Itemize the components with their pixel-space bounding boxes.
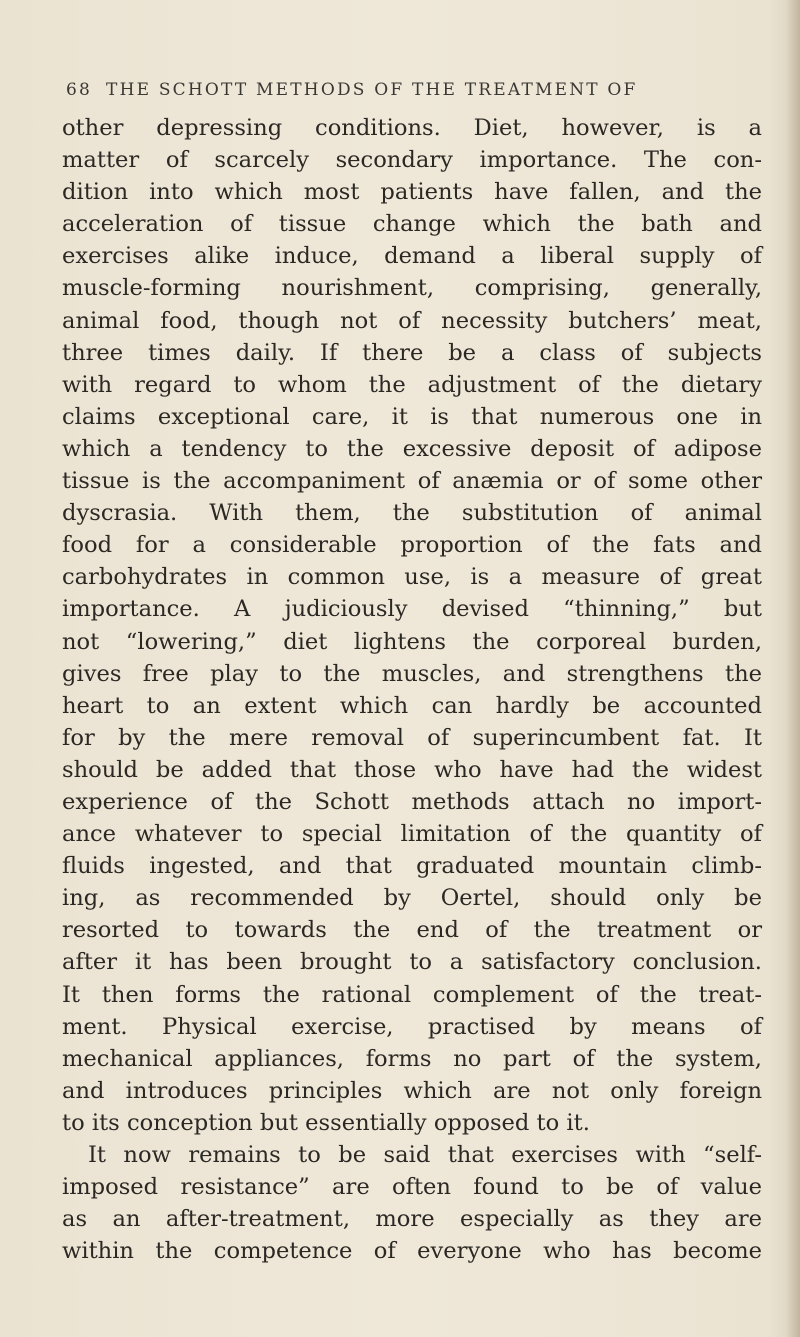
text-line: resorted to towards the end of the treatment or (62, 917, 762, 944)
text-line: imposed resistance” are often found to be of value (62, 1174, 762, 1201)
running-title: THE SCHOTT METHODS OF THE TREATMENT OF (106, 80, 638, 100)
text-line: fluids ingested, and that graduated mountain climb- (62, 853, 762, 880)
text-line: gives free play to the muscles, and strengthens the (62, 660, 762, 687)
text-line: which a tendency to the excessive deposit of adipose (62, 435, 762, 462)
page-number: 68 (66, 80, 93, 100)
text-line: as an after-treatment, more especially as they are (62, 1206, 762, 1233)
text-line: three times daily. If there be a class of subjects (62, 339, 762, 366)
text-line: acceleration of tissue change which the bath and (62, 211, 762, 238)
text-line: should be added that those who have had the widest (62, 756, 762, 783)
text-line: matter of scarcely secondary importance. The con- (62, 147, 762, 174)
text-line: and introduces principles which are not only foreign (62, 1077, 762, 1104)
text-line: within the competence of everyone who has become (62, 1238, 762, 1265)
text-line: ance whatever to special limitation of the quantity of (62, 821, 762, 848)
text-line: heart to an extent which can hardly be accounted (62, 692, 762, 719)
running-header (66, 80, 746, 100)
text-line: exercises alike induce, demand a liberal supply of (62, 243, 762, 270)
text-line: food for a considerable proportion of the fats and (62, 532, 762, 559)
text-line: dition into which most patients have fallen, and the (62, 179, 762, 206)
text-line: after it has been brought to a satisfactory conclusion. (62, 949, 762, 976)
text-line: importance. A judiciously devised “thinning,” but (62, 596, 762, 623)
text-line: experience of the Schott methods attach no import- (62, 788, 762, 815)
text-line: muscle-forming nourishment, comprising, generally, (62, 275, 762, 302)
text-line: other depressing conditions. Diet, however, is a (62, 115, 762, 141)
text-line: claims exceptional care, it is that numerous one in (62, 403, 762, 430)
text-line: It then forms the rational complement of the treat- (62, 981, 762, 1008)
text-line: not “lowering,” diet lightens the corporeal burden, (62, 628, 762, 655)
text-line: ing, as recommended by Oertel, should only be (62, 885, 762, 912)
text-line: ment. Physical exercise, practised by means of (62, 1013, 762, 1040)
text-line: to its conception but essentially opposed to it. (62, 1109, 590, 1136)
text-line: mechanical appliances, forms no part of the system, (62, 1045, 762, 1072)
text-line: animal food, though not of necessity butchers’ meat, (62, 307, 762, 334)
text-line: It now remains to be said that exercises with “self- (88, 1142, 762, 1168)
text-line: carbohydrates in common use, is a measure of great (62, 564, 762, 591)
text-line: with regard to whom the adjustment of the dietary (62, 371, 762, 398)
text-line: tissue is the accompaniment of anæmia or of some other (62, 468, 762, 495)
text-line: dyscrasia. With them, the substitution of animal (62, 500, 762, 527)
page-edge-shadow (786, 0, 800, 1337)
body-text (62, 112, 762, 1267)
text-line: for by the mere removal of superincumbent fat. It (62, 724, 762, 751)
